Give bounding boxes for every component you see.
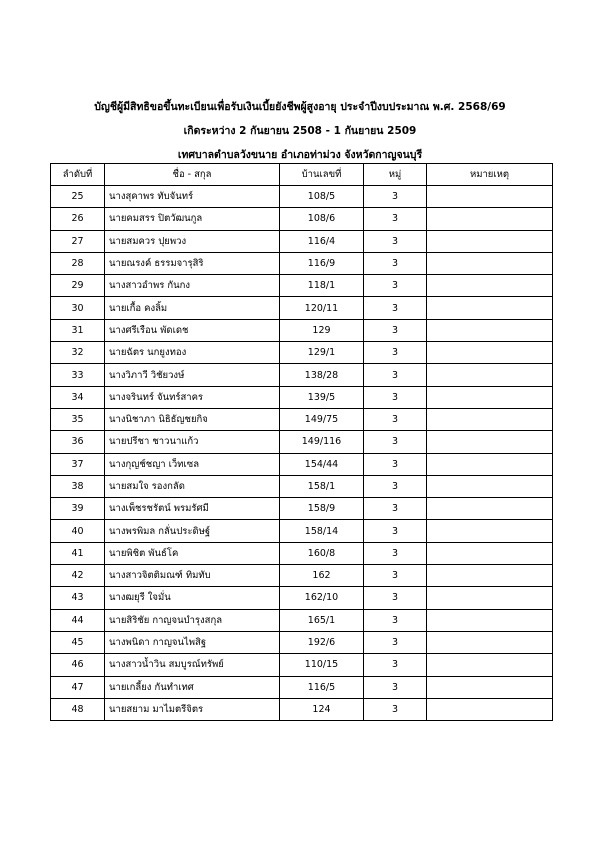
cell-no: 25	[51, 186, 105, 208]
cell-no: 35	[51, 408, 105, 430]
table-header-row	[51, 164, 553, 186]
cell-moo: 3	[364, 342, 427, 364]
cell-moo: 3	[364, 297, 427, 319]
cell-no: 44	[51, 609, 105, 631]
cell-note	[427, 431, 553, 453]
table-row	[51, 587, 553, 609]
cell-house-number: 118/1	[280, 275, 364, 297]
cell-moo: 3	[364, 386, 427, 408]
column-header-note: หมายเหตุ	[427, 164, 553, 186]
cell-note	[427, 364, 553, 386]
cell-no: 47	[51, 676, 105, 698]
cell-moo: 3	[364, 319, 427, 341]
cell-name: นางพรพิมล กลั่นประดิษฐ์	[105, 520, 280, 542]
cell-name: นางสาวจิตติมณฑ์ ทิมทับ	[105, 565, 280, 587]
cell-name: นางสาวอำพร กันกง	[105, 275, 280, 297]
cell-note	[427, 453, 553, 475]
table-row	[51, 431, 553, 453]
cell-house-number: 158/14	[280, 520, 364, 542]
cell-note	[427, 565, 553, 587]
cell-note	[427, 654, 553, 676]
cell-no: 30	[51, 297, 105, 319]
cell-moo: 3	[364, 565, 427, 587]
cell-house-number: 139/5	[280, 386, 364, 408]
cell-no: 40	[51, 520, 105, 542]
document-title: บัญชีผู้มีสิทธิขอขึ้นทะเบียนเพื่อรับเงินเบี้ยยังชีพผู้สูงอายุ ประจำปีงบประมาณ พ.ศ. 2568/69	[94, 101, 506, 113]
document-subtitle: เกิดระหว่าง 2 กันยายน 2508 - 1 กันยายน 2509	[183, 125, 417, 137]
cell-house-number: 165/1	[280, 609, 364, 631]
cell-moo: 3	[364, 431, 427, 453]
cell-moo: 3	[364, 453, 427, 475]
table-row	[51, 252, 553, 274]
cell-note	[427, 208, 553, 230]
cell-no: 43	[51, 587, 105, 609]
table-row	[51, 676, 553, 698]
cell-name: นางสุคาพร ทับจันทร์	[105, 186, 280, 208]
cell-name: นางฒยุรี ใจมั่น	[105, 587, 280, 609]
cell-moo: 3	[364, 520, 427, 542]
cell-moo: 3	[364, 587, 427, 609]
cell-moo: 3	[364, 230, 427, 252]
table-row	[51, 386, 553, 408]
cell-name: นายณรงค์ ธรรมจารุสิริ	[105, 252, 280, 274]
cell-house-number: 110/15	[280, 654, 364, 676]
cell-moo: 3	[364, 609, 427, 631]
cell-no: 48	[51, 698, 105, 720]
table-row	[51, 698, 553, 720]
cell-name: นางเพ็ชรชรัตน์ พรมรัศมี	[105, 498, 280, 520]
cell-no: 39	[51, 498, 105, 520]
cell-moo: 3	[364, 364, 427, 386]
cell-house-number: 160/8	[280, 542, 364, 564]
cell-name: นางพนิดา กาญจนไพสิฐ	[105, 631, 280, 653]
cell-name: นางกุญช์ชญา เว็ทเซล	[105, 453, 280, 475]
cell-house-number: 158/9	[280, 498, 364, 520]
cell-house-number: 162/10	[280, 587, 364, 609]
cell-note	[427, 609, 553, 631]
cell-no: 37	[51, 453, 105, 475]
table-row	[51, 342, 553, 364]
cell-note	[427, 275, 553, 297]
cell-note	[427, 587, 553, 609]
cell-note	[427, 230, 553, 252]
table-row	[51, 631, 553, 653]
cell-house-number: 129/1	[280, 342, 364, 364]
cell-house-number: 120/11	[280, 297, 364, 319]
cell-no: 27	[51, 230, 105, 252]
cell-name: นางสาวน้ำวิน สมบูรณ์ทรัพย์	[105, 654, 280, 676]
cell-note	[427, 408, 553, 430]
table-row	[51, 230, 553, 252]
cell-moo: 3	[364, 498, 427, 520]
cell-name: นางจรินทร์ จันทร์สาคร	[105, 386, 280, 408]
cell-no: 26	[51, 208, 105, 230]
cell-no: 28	[51, 252, 105, 274]
cell-note	[427, 319, 553, 341]
cell-no: 42	[51, 565, 105, 587]
cell-moo: 3	[364, 654, 427, 676]
cell-name: นางศรีเรือน พัดเดช	[105, 319, 280, 341]
cell-note	[427, 342, 553, 364]
cell-note	[427, 475, 553, 497]
cell-name: นายสมใจ รองกลัด	[105, 475, 280, 497]
table-row	[51, 408, 553, 430]
cell-note	[427, 252, 553, 274]
cell-note	[427, 542, 553, 564]
cell-house-number: 158/1	[280, 475, 364, 497]
cell-house-number: 154/44	[280, 453, 364, 475]
cell-house-number: 116/5	[280, 676, 364, 698]
cell-moo: 3	[364, 475, 427, 497]
cell-no: 31	[51, 319, 105, 341]
cell-no: 32	[51, 342, 105, 364]
cell-name: นางนิชาภา นิธิธัญชยกิจ	[105, 408, 280, 430]
table-row	[51, 319, 553, 341]
cell-house-number: 149/116	[280, 431, 364, 453]
cell-house-number: 116/9	[280, 252, 364, 274]
column-header-house: บ้านเลขที่	[280, 164, 364, 186]
cell-moo: 3	[364, 208, 427, 230]
cell-no: 45	[51, 631, 105, 653]
cell-name: นายสิริชัย กาญจนบำรุงสกุล	[105, 609, 280, 631]
document-location: เทศบาลตำบลวังขนาย อำเภอท่าม่วง จังหวัดกาญจนบุรี	[177, 149, 423, 161]
cell-name: นายเกลี้ยง กันทำเทศ	[105, 676, 280, 698]
column-header-no: ลำดับที่	[51, 164, 105, 186]
cell-no: 33	[51, 364, 105, 386]
column-header-name: ชื่อ - สกุล	[105, 164, 280, 186]
cell-name: นายพิชิต พันธ์โค	[105, 542, 280, 564]
cell-note	[427, 297, 553, 319]
cell-no: 34	[51, 386, 105, 408]
cell-house-number: 192/6	[280, 631, 364, 653]
cell-moo: 3	[364, 186, 427, 208]
cell-house-number: 108/6	[280, 208, 364, 230]
cell-note	[427, 498, 553, 520]
cell-name: นางวิภาวี วิชัยวงษ์	[105, 364, 280, 386]
cell-moo: 3	[364, 275, 427, 297]
cell-note	[427, 698, 553, 720]
table-row	[51, 654, 553, 676]
cell-name: นายสมควร ปุยพวง	[105, 230, 280, 252]
cell-moo: 3	[364, 698, 427, 720]
table-row	[51, 565, 553, 587]
column-header-moo: หมู่	[364, 164, 427, 186]
table-row	[51, 609, 553, 631]
cell-note	[427, 520, 553, 542]
beneficiary-table	[50, 163, 553, 721]
cell-moo: 3	[364, 408, 427, 430]
cell-moo: 3	[364, 252, 427, 274]
table-row	[51, 208, 553, 230]
table-row	[51, 475, 553, 497]
cell-note	[427, 676, 553, 698]
cell-note	[427, 186, 553, 208]
cell-name: นายคมสรร ปิตวัฒนกูล	[105, 208, 280, 230]
cell-house-number: 116/4	[280, 230, 364, 252]
table-row	[51, 520, 553, 542]
table-row	[51, 498, 553, 520]
cell-no: 41	[51, 542, 105, 564]
cell-no: 29	[51, 275, 105, 297]
cell-house-number: 108/5	[280, 186, 364, 208]
cell-house-number: 129	[280, 319, 364, 341]
cell-house-number: 149/75	[280, 408, 364, 430]
cell-name: นายเกื้อ คงลิ้ม	[105, 297, 280, 319]
cell-moo: 3	[364, 676, 427, 698]
cell-house-number: 138/28	[280, 364, 364, 386]
cell-note	[427, 631, 553, 653]
cell-house-number: 124	[280, 698, 364, 720]
cell-name: นายปรีชา ชาวนาแก้ว	[105, 431, 280, 453]
cell-name: นายฉัตร นกยูงทอง	[105, 342, 280, 364]
table-row	[51, 542, 553, 564]
cell-house-number: 162	[280, 565, 364, 587]
cell-no: 36	[51, 431, 105, 453]
table-row	[51, 453, 553, 475]
cell-name: นายสยาม มาไมตรีจิตร	[105, 698, 280, 720]
cell-note	[427, 386, 553, 408]
cell-moo: 3	[364, 542, 427, 564]
table-row	[51, 275, 553, 297]
table-row	[51, 297, 553, 319]
cell-no: 38	[51, 475, 105, 497]
table-row	[51, 364, 553, 386]
cell-no: 46	[51, 654, 105, 676]
table-row	[51, 186, 553, 208]
table-body	[51, 186, 553, 721]
cell-moo: 3	[364, 631, 427, 653]
